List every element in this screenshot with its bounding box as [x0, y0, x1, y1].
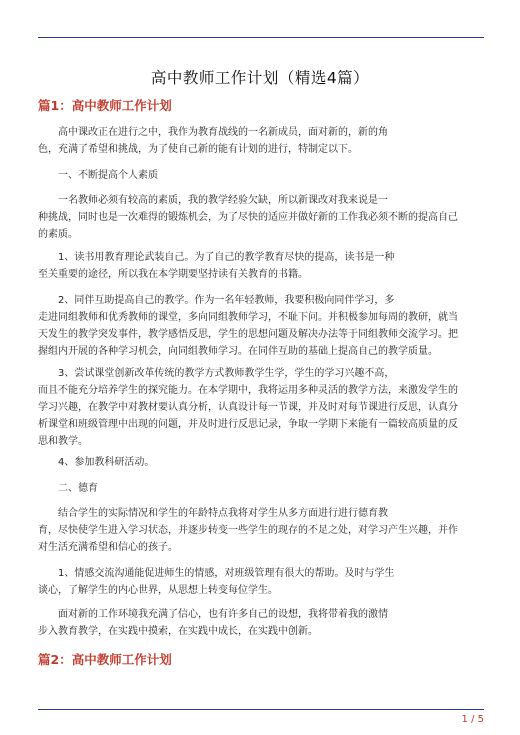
- page-number: 1 / 5: [461, 714, 484, 725]
- section-heading-1: 篇1：高中教师工作计划: [38, 98, 172, 113]
- paragraph: 面对新的工作环境我充满了信心，也有许多自己的设想，我将带着我的激情 步入教育教学，在实践中摸索，在实践中成长，在实践中创新。: [38, 609, 388, 637]
- top-rule: [38, 37, 484, 38]
- paragraph: 4、参加教科研活动。: [38, 457, 155, 468]
- paragraph: 结合学生的实际情况和学生的年龄特点我将对学生从多方面进行进行德育教 育，尽快使学生进入学习状态，并逐步转变一些学生的现存的不足之处，对学习产生兴趣，并作 对生活充满希望和信心的孩子。: [38, 508, 458, 553]
- paragraph: 一、不断提高个人素质: [38, 170, 158, 181]
- paragraph: 高中课改正在进行之中，我作为教育战线的一名新成员，面对新的，新的角 色，充满了希望和挑战，为了使自己新的能有计划的进行，特制定以下。: [38, 127, 388, 155]
- paragraph: 3、尝试课堂创新改革传统的教学方式教师教学生学，学生的学习兴趣不高， 而且不能充分培养学生的探究能力。在本学期中，我将运用多种灵活的教学方法，来激发学生的 学习兴趣，在教学中对教材要认真分析，认真设计每一节课，并及时对每节课进行反思，认真分 析课堂和班级管理中出现的问题，并及时进行反思记录，争取一学期下来能有一篇较高质量的反 思和教学。: [38, 368, 458, 447]
- bottom-rule: [38, 709, 484, 710]
- paragraph: 1、读书用教育理论武装自己。为了自己的教学教育尽快的提高，读书是一种 至关重要的途径，所以我在本学期要坚持读有关教育的书籍。: [38, 252, 395, 280]
- paragraph: 二、德育: [38, 483, 98, 494]
- section-heading-2: 篇2：高中教师工作计划: [38, 652, 172, 667]
- paragraph: 1、情感交流沟通能促进师生的情感，对班级管理有很大的帮助。及时与学生 谈心，了解学生的内心世界，从思想上转变每位学生。: [38, 568, 395, 596]
- page-title: 高中教师工作计划（精选4篇）: [150, 69, 370, 87]
- paragraph: 2、同伴互助提高自己的教学。作为一名年轻教师，我要积极向同伴学习，多 走进同组教师和优秀教师的课堂，多向同组教师学习，不耻下问。并积极参加每周的教研，就当 天发生的教学突发事件，教学感悟反思，学生的思想问题及解决办法等于同组教师交流学习。把 握组内开展的各种学习机会，向同组教师学习。在同伴互助的基础上提高自己的教学质量。: [38, 295, 458, 357]
- paragraph: 一名教师必须有较高的素质，我的教学经验欠缺，所以新课改对我来说是一 种挑战，同时也是一次难得的锻炼机会，为了尽快的适应并做好新的工作我必须不断的提高自己 的素质。: [38, 195, 458, 240]
